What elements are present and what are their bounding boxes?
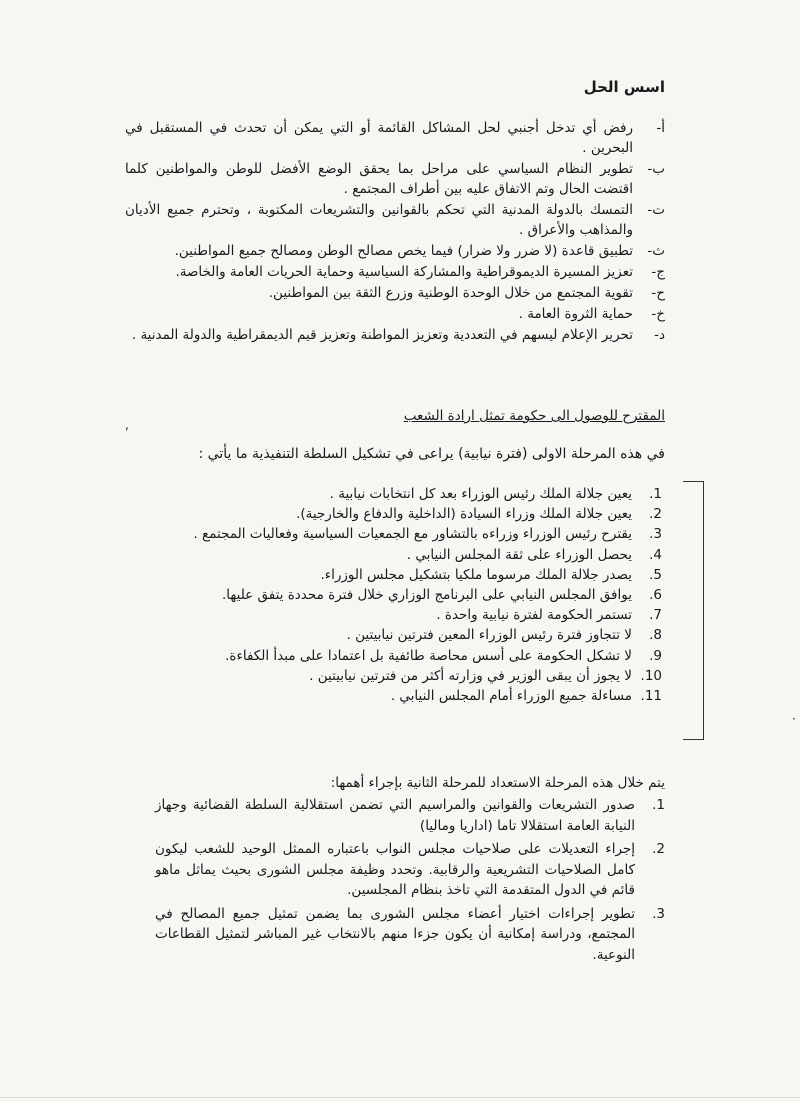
item-text: تحرير الإعلام ليسهم في التعددية وتعزيز المواطنة وتعزيز قيم الديمقراطية والدولة المدنية .	[131, 327, 633, 343]
list-item	[125, 200, 665, 240]
list-item	[142, 646, 662, 666]
item-text: يقترح رئيس الوزراء وزراءه بالتشاور مع الجمعيات السياسية وفعاليات المجتمع .	[193, 526, 632, 543]
list-item	[142, 504, 662, 524]
item-marker: أ-	[656, 120, 665, 136]
item-text: تطوير النظام السياسي على مراحل بما يحقق الوضع الأفضل للوطن والمواطنين كلما اقتضت الحال وتم الاتفاق عليه بين أطراف المجتمع .	[125, 161, 633, 197]
item-text: مساءلة جميع الوزراء أمام المجلس النيابي .	[390, 688, 632, 705]
phase2-intro: يتم خلال هذه المرحلة الاستعداد للمرحلة الثانية بإجراء أهمها:	[330, 775, 665, 791]
item-marker: د-	[654, 327, 665, 343]
item-number: 11.	[640, 688, 662, 705]
list-item	[155, 839, 665, 901]
item-text: تعزيز المسيرة الديموقراطية والمشاركة السياسية وحماية الحريات العامة والخاصة.	[175, 264, 633, 280]
item-number: 7.	[649, 607, 662, 624]
item-text: تقوية المجتمع من خلال الوحدة الوطنية وزرع الثقة بين المواطنين.	[268, 285, 633, 301]
phase1-intro: في هذه المرحلة الاولى (فترة نيابية) يراعى في تشكيل السلطة التنفيذية ما يأتي :	[198, 446, 665, 462]
list-item	[125, 283, 665, 303]
item-text: لا تشكل الحكومة على أسس محاصة طائفية بل اعتمادا على مبدأ الكفاءة.	[225, 647, 632, 664]
item-text: لا تتجاوز فترة رئيس الوزراء المعين فترتين نيابيتين .	[346, 627, 632, 644]
item-number: 3.	[652, 905, 665, 922]
list-item	[142, 484, 662, 504]
item-text: يعين جلالة الملك رئيس الوزراء بعد كل انتخابات نيابية .	[329, 486, 632, 502]
item-number: 2.	[649, 506, 662, 523]
list-item	[142, 605, 662, 625]
item-number: 6.	[649, 587, 662, 604]
list-item	[142, 565, 662, 585]
item-marker: ح-	[651, 285, 665, 301]
item-text: يوافق المجلس النيابي على البرنامج الوزاري خلال فترة محددة يتفق عليها.	[222, 587, 632, 604]
list-item	[155, 904, 665, 966]
item-marker: خ-	[651, 306, 665, 322]
list-item	[125, 159, 665, 199]
item-text: تستمر الحكومة لفترة نيابية واحدة .	[436, 607, 632, 624]
item-number: 2.	[652, 841, 665, 857]
item-number: 4.	[649, 546, 662, 563]
item-text: يعين جلالة الملك وزراء السيادة (الداخلية والدفاع والخارجية).	[296, 506, 632, 523]
item-text: إجراء التعديلات على صلاحيات مجلس النواب باعتباره الممثل الوحيد للشعب ليكون كامل الصلاحيات التشريعية والرقابية. وتحدد وظيفة مجلس الشورى بحيث يماثل ماهو قائم في الدول المتقدمة التي تاخذ بنظام المجلسين.	[155, 841, 635, 898]
item-text: تطبيق قاعدة (لا ضرر ولا ضرار) فيما يخص مصالح الوطن ومصالح جميع المواطنين.	[174, 243, 633, 259]
item-marker: ب-	[647, 161, 665, 177]
item-number: 8.	[649, 627, 662, 644]
item-number: 1.	[649, 486, 662, 502]
item-text: لا يجوز أن يبقى الوزير في وزارته أكثر من فترتين نيابيتين .	[309, 667, 632, 684]
stray-mark: ·	[792, 712, 796, 726]
item-number: 3.	[649, 526, 662, 543]
proposal-title: المقترح للوصول الى حكومة تمثل ارادة الشعب	[403, 408, 665, 424]
stray-mark: ,	[125, 418, 129, 432]
scan-edge	[0, 1097, 800, 1098]
item-marker: ث-	[647, 243, 665, 259]
list-item	[142, 625, 662, 645]
list-bracket	[683, 481, 704, 740]
item-text: حماية الثروة العامة .	[518, 306, 633, 322]
list-item	[142, 524, 662, 544]
item-number: 5.	[649, 566, 662, 583]
item-number: 1.	[652, 797, 665, 813]
principles-list	[125, 118, 665, 346]
phase2-list	[155, 795, 665, 968]
list-item	[142, 666, 662, 686]
list-item	[125, 118, 665, 158]
item-text: تطوير إجراءات اختيار أعضاء مجلس الشورى بما يضمن تمثيل جميع المصالح في المجتمع، ودراسة إمكانية أن يكون جزءا منهم بالانتخاب غير المباشر لتمثيل القطاعات النوعية.	[155, 905, 635, 963]
item-text: التمسك بالدولة المدنية التي تحكم بالقوانين والتشريعات المكتوبة ، وتحترم جميع الأديان والمذاهب والأعراق .	[125, 202, 633, 238]
list-item	[142, 545, 662, 565]
list-item	[125, 304, 665, 324]
item-text: رفض أي تدخل أجنبي لحل المشاكل القائمة أو التي يمكن أن تحدث في المستقبل في البحرين .	[125, 120, 633, 156]
list-item	[125, 241, 665, 261]
list-item	[155, 795, 665, 836]
item-text: يحصل الوزراء على ثقة المجلس النيابي .	[406, 546, 632, 563]
item-number: 9.	[649, 647, 662, 664]
item-text: يصدر جلالة الملك مرسوما ملكيا بتشكيل مجلس الوزراء.	[320, 566, 632, 583]
item-marker: ج-	[651, 264, 665, 280]
item-marker: ت-	[647, 202, 665, 218]
list-item	[125, 262, 665, 282]
list-item	[142, 585, 662, 605]
section-heading: اسس الحل	[583, 78, 665, 96]
list-item	[142, 686, 662, 706]
phase1-list	[142, 484, 662, 706]
item-number: 10.	[640, 667, 662, 684]
list-item	[125, 325, 665, 345]
item-text: صدور التشريعات والقوانين والمراسيم التي تضمن استقلالية السلطة القضائية وجهاز النيابة العامة استقلالا تاما (اداريا وماليا)	[155, 797, 635, 834]
